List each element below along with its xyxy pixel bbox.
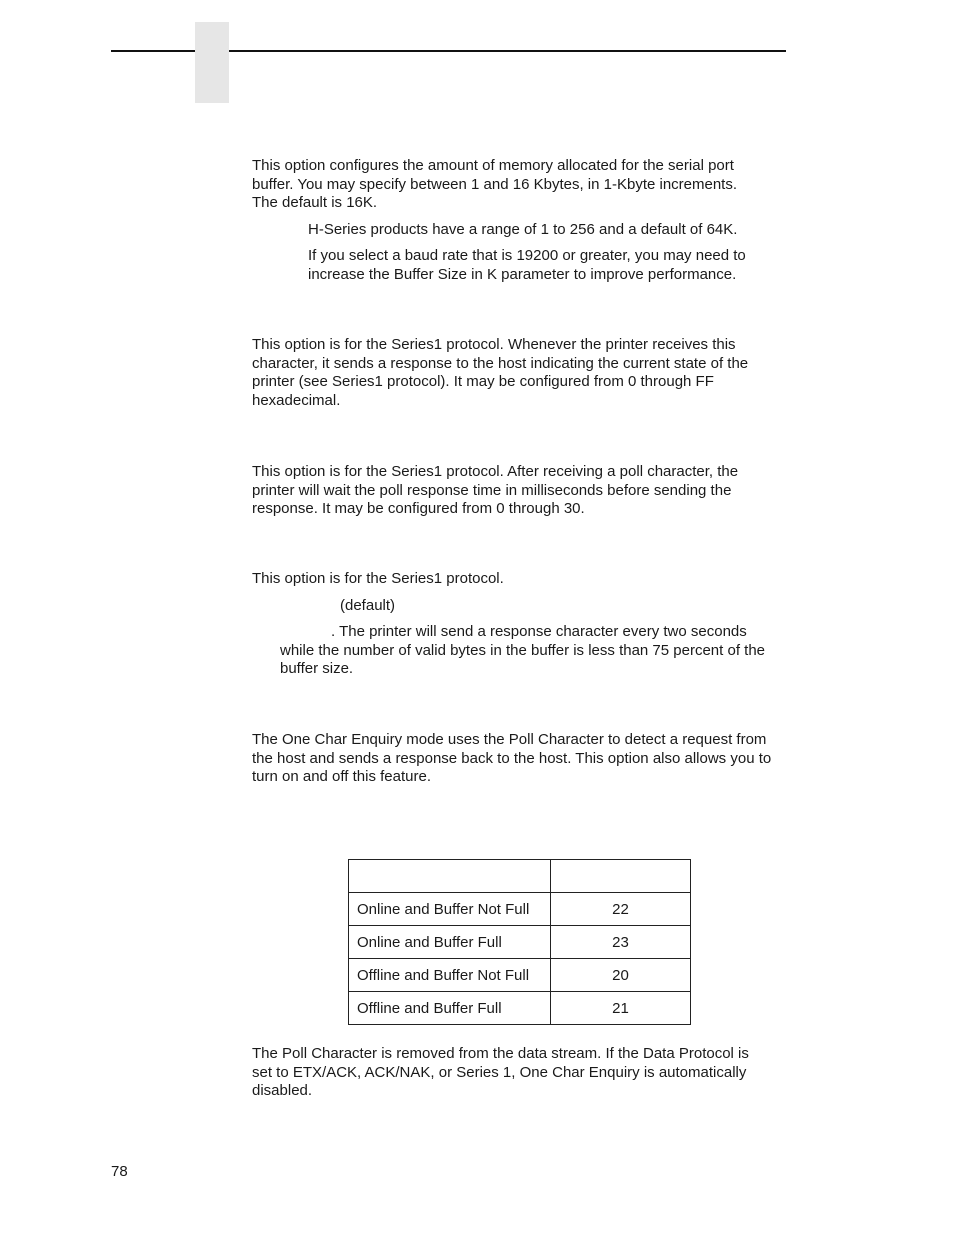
status-response-table <box>348 859 691 1025</box>
table-row <box>349 992 691 1025</box>
text-line: hexadecimal. <box>252 392 341 410</box>
text-line: The One Char Enquiry mode uses the Poll Character to detect a request from <box>252 731 767 748</box>
response-code-cell: 21 <box>551 992 691 1025</box>
table-header-cell <box>551 860 691 893</box>
text-line: This option is for the Series1 protocol. After receiving a poll character, the <box>252 463 739 480</box>
text-line: increase the Buffer Size in K parameter to improve performance. <box>308 265 737 283</box>
table-header-row <box>349 860 691 893</box>
text-line: If you select a baud rate that is 19200 or greater, you may need to <box>308 247 746 264</box>
text-line: while the number of valid bytes in the buffer is less than 75 percent of the <box>280 641 766 659</box>
text-line: The default is 16K. <box>252 194 378 212</box>
status-cell: Online and Buffer Full <box>349 926 551 959</box>
response-mode-paragraph <box>252 570 504 589</box>
table-row <box>349 926 691 959</box>
text-line: printer will wait the poll response time in milliseconds before sending the <box>252 481 732 499</box>
text-line: H-Series products have a range of 1 to 256 and a default of 64K. <box>308 221 738 238</box>
poll-character-paragraph <box>252 336 748 411</box>
response-code-cell: 23 <box>551 926 691 959</box>
poll-response-time-paragraph <box>252 463 738 519</box>
text-line: buffer. You may specify between 1 and 16 Kbytes, in 1-Kbyte increments. <box>252 175 738 193</box>
text-line: disabled. <box>252 1082 313 1100</box>
text-line: character, it sends a response to the host indicating the current state of the <box>252 354 749 372</box>
one-char-enquiry-footer <box>252 1045 749 1101</box>
text-line: This option is for the Series1 protocol. <box>252 570 504 587</box>
one-char-enquiry-paragraph <box>252 731 771 787</box>
chapter-tab <box>195 22 229 103</box>
table-header-cell <box>349 860 551 893</box>
table-row <box>349 959 691 992</box>
text-line: This option is for the Series1 protocol. Whenever the printer receives this <box>252 336 736 353</box>
text-line: This option configures the amount of memory allocated for the serial port <box>252 157 734 174</box>
status-cell: Offline and Buffer Full <box>349 992 551 1025</box>
status-cell: Offline and Buffer Not Full <box>349 959 551 992</box>
buffer-size-note <box>308 221 737 240</box>
buffer-size-paragraph <box>252 157 737 213</box>
baud-rate-note <box>308 247 746 284</box>
response-code-cell: 22 <box>551 893 691 926</box>
text-line: buffer size. <box>280 660 354 678</box>
table-row <box>349 893 691 926</box>
page-number: 78 <box>111 1163 128 1180</box>
text-line: set to ETX/ACK, ACK/NAK, or Series 1, One Char Enquiry is automatically <box>252 1063 747 1081</box>
text-line: The Poll Character is removed from the data stream. If the Data Protocol is <box>252 1045 749 1062</box>
text-line: . The printer will send a response character every two seconds <box>331 623 747 640</box>
response-mode-option-description <box>280 623 765 679</box>
text-line: turn on and off this feature. <box>252 768 432 786</box>
text-line: (default) <box>340 597 396 614</box>
response-mode-option-default <box>340 597 395 616</box>
text-line: printer (see Series1 protocol). It may be configured from 0 through FF <box>252 373 714 391</box>
text-line: the host and sends a response back to the host. This option also allows you to <box>252 749 772 767</box>
status-cell: Online and Buffer Not Full <box>349 893 551 926</box>
response-code-cell: 20 <box>551 959 691 992</box>
text-line: response. It may be configured from 0 through 30. <box>252 500 585 518</box>
